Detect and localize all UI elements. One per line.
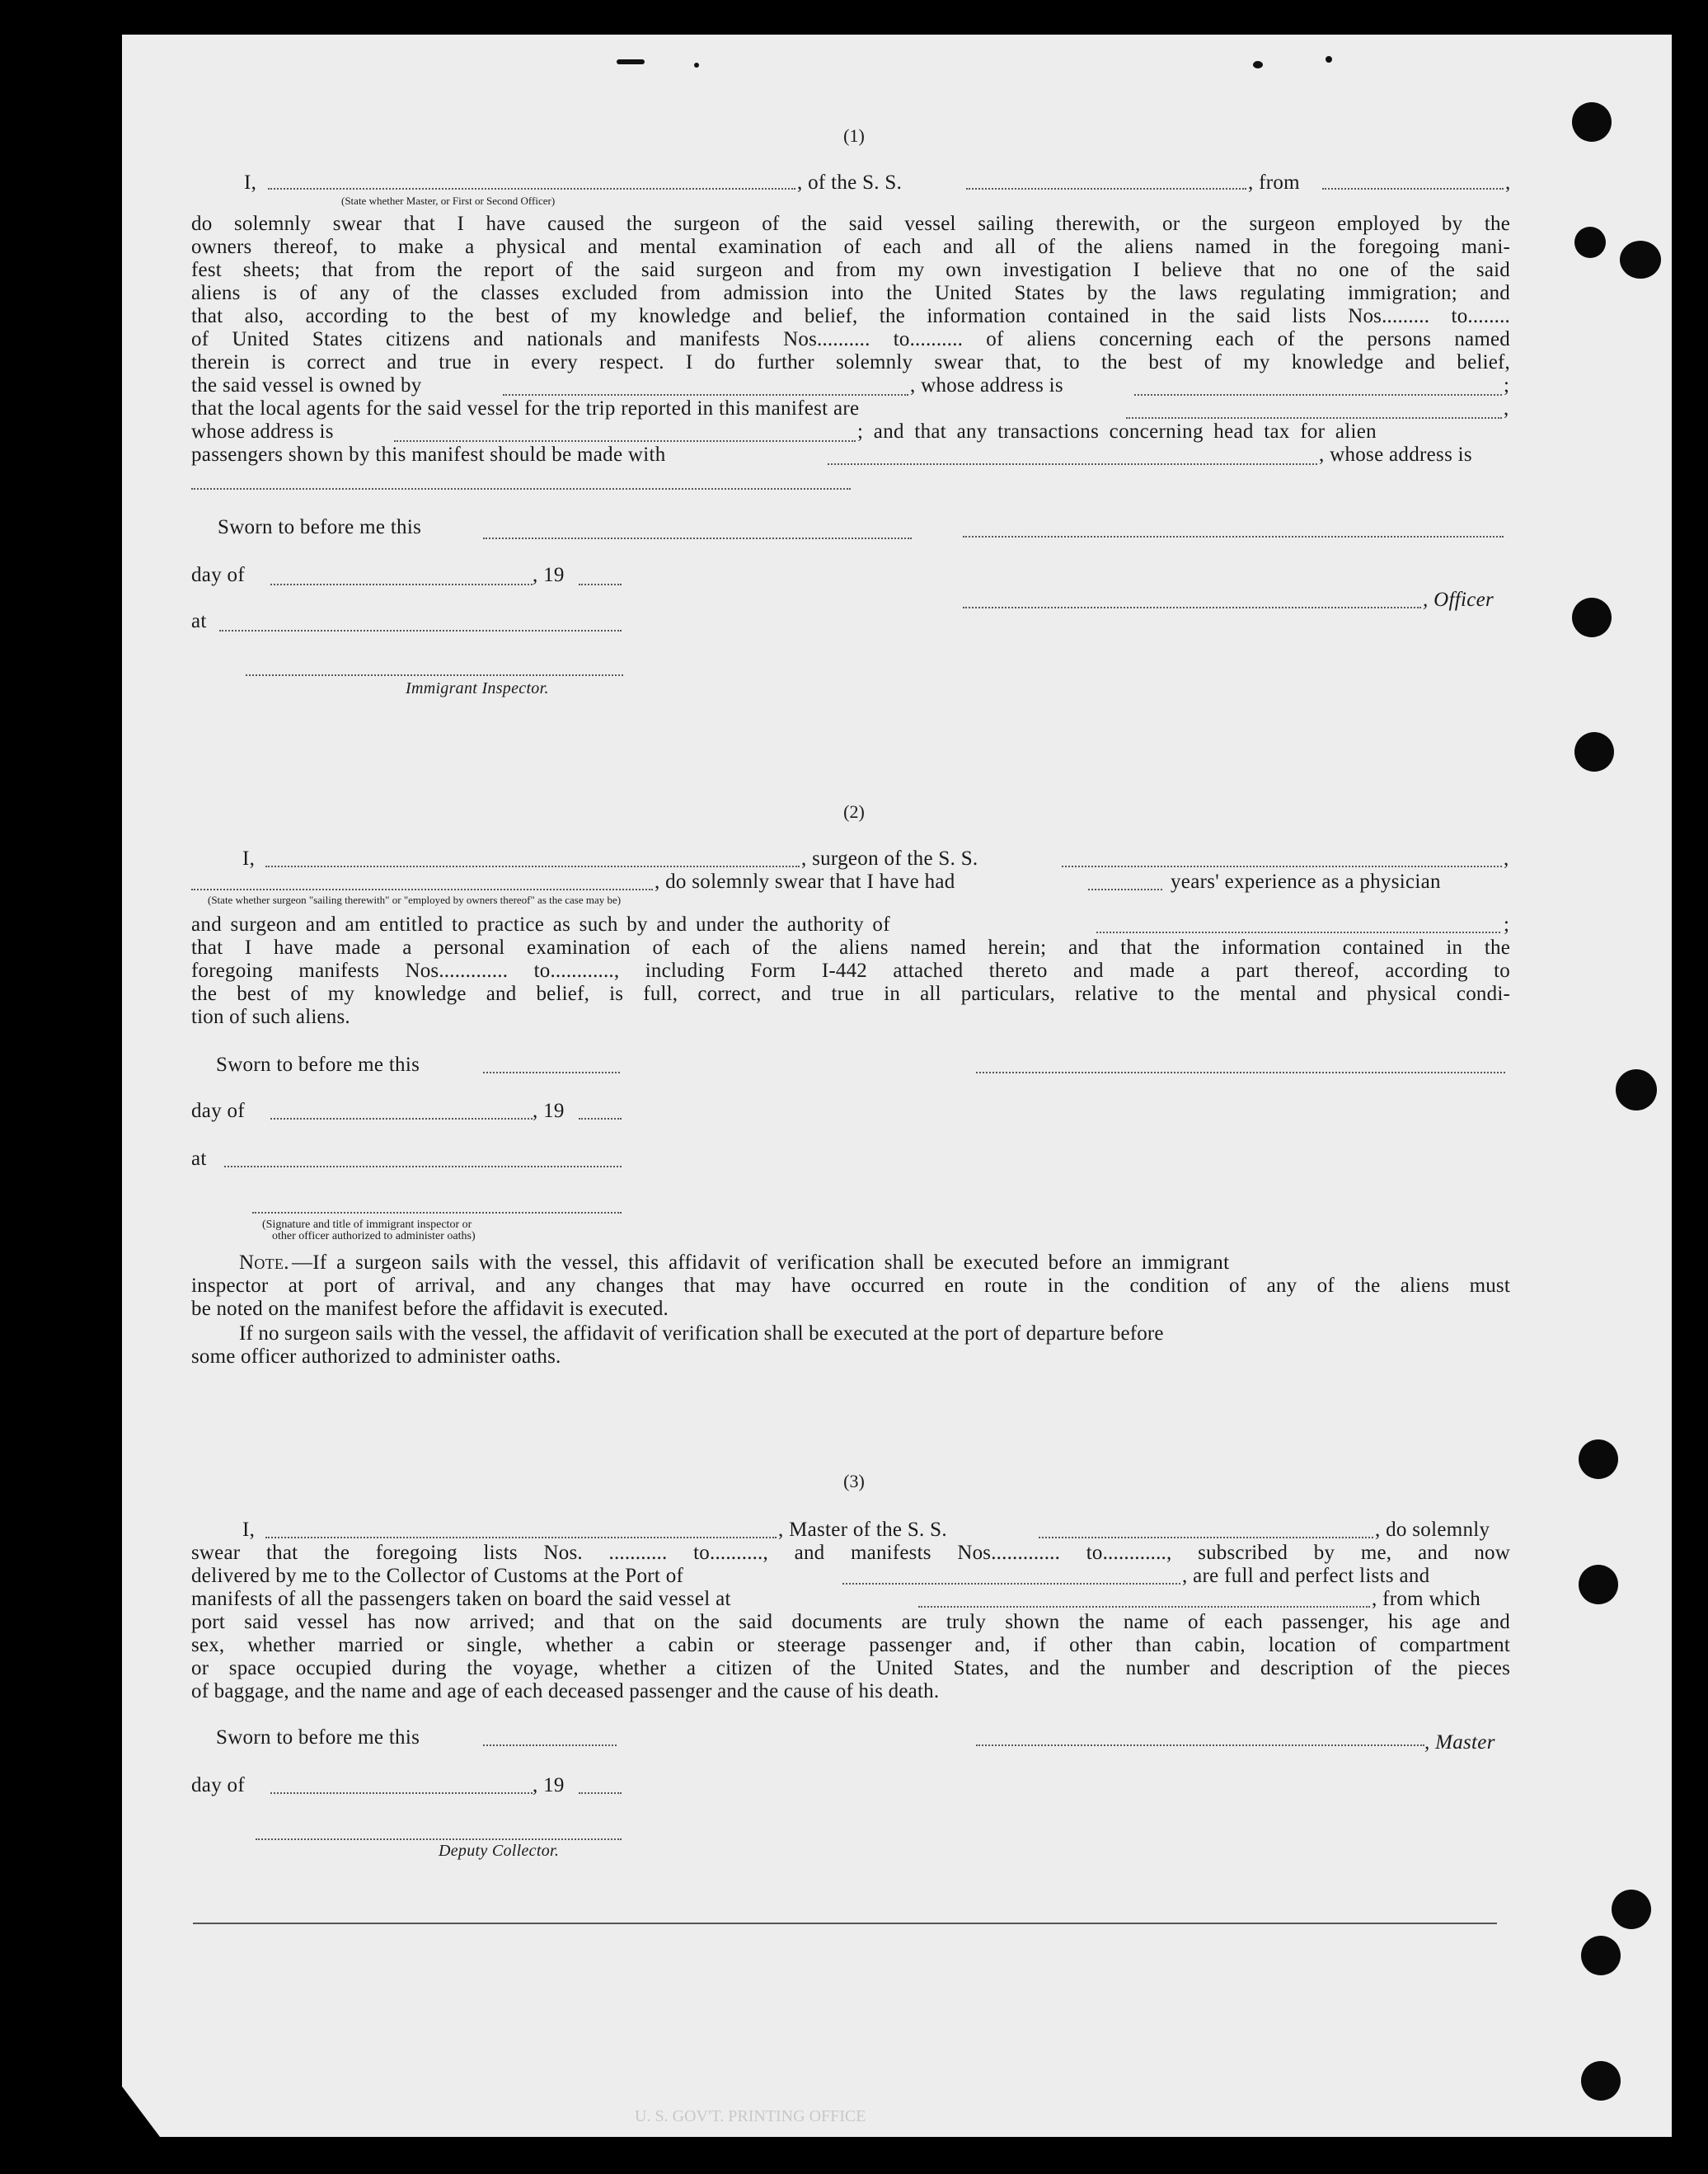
s3-deputy-sig-field[interactable] <box>256 1838 622 1840</box>
s1-headtax-address-field[interactable] <box>191 488 851 490</box>
punch-hole <box>1572 598 1612 637</box>
ink-speck <box>617 59 645 64</box>
s1-owner-end: ; <box>1504 374 1510 397</box>
s2-year: , 19 <box>533 1100 565 1122</box>
bottom-rule <box>193 1923 1497 1924</box>
s1-owner-address-field[interactable] <box>1134 394 1502 396</box>
punch-hole <box>1581 2061 1621 2101</box>
s2-sworn-field[interactable] <box>483 1072 620 1073</box>
punch-hole <box>1612 1890 1651 1929</box>
s1-from-field[interactable] <box>1322 188 1504 190</box>
s2-day-field[interactable] <box>270 1118 533 1120</box>
s2-sworn: Sworn to before me this <box>216 1054 420 1076</box>
punch-hole <box>1616 1069 1657 1110</box>
ink-speck <box>694 63 699 68</box>
s2-solemnly: , do solemnly swear that I have had <box>655 871 955 893</box>
s3-delivered: delivered by me to the Collector of Customs at the Port of <box>191 1565 684 1587</box>
s1-year-field[interactable] <box>579 584 622 585</box>
s3-manifests: manifests of all the passengers taken on board the said vessel at <box>191 1588 731 1610</box>
s2-authority-field[interactable] <box>1096 932 1500 933</box>
section-2-number: (2) <box>843 801 865 822</box>
s2-vessel-field[interactable] <box>1062 866 1502 867</box>
s1-agents-address-label: whose address is <box>191 420 334 443</box>
s1-master-field[interactable] <box>268 188 795 190</box>
s1-head-tax: ; and that any transactions concerning head tax for alien <box>857 420 1377 443</box>
s1-at-field[interactable] <box>219 630 622 632</box>
s2-para-line: that I have made a personal examination of each of the aliens named herein; and that the information contained in the <box>191 937 1510 959</box>
s1-year: , 19 <box>533 564 565 586</box>
s2-note-line: some officer authorized to administer oaths. <box>191 1345 561 1368</box>
s3-master-label: , Master <box>1424 1731 1495 1754</box>
s1-owner-address-label: , whose address is <box>910 374 1063 397</box>
s2-years-field[interactable] <box>1088 889 1162 890</box>
s1-day-field[interactable] <box>270 584 533 585</box>
s2-para-line: tion of such aliens. <box>191 1006 350 1028</box>
s2-sailing-note: (State whether surgeon "sailing therewith" or "employed by owners thereof" as the case may be) <box>208 894 622 906</box>
s3-para-line: or space occupied during the voyage, whether a citizen of the United States, and the number and description of the pieces <box>191 1657 1510 1679</box>
s2-line1-i: I, <box>242 848 256 870</box>
s3-para-line: of baggage, and the name and age of each deceased passenger and the cause of his death. <box>191 1680 940 1702</box>
s3-port-field[interactable] <box>842 1583 1180 1585</box>
s2-at: at <box>191 1148 207 1170</box>
s3-deputy-label: Deputy Collector. <box>439 1842 560 1860</box>
s2-line1-end: , <box>1504 848 1509 870</box>
punch-hole <box>1581 1936 1621 1975</box>
ink-speck <box>1326 56 1332 63</box>
s2-physician: years' experience as a physician <box>1171 871 1441 893</box>
s3-master-name-field[interactable] <box>265 1537 777 1538</box>
s3-dayof: day of <box>191 1774 245 1796</box>
s1-headtax-field[interactable] <box>828 463 1317 465</box>
s2-sailing-field[interactable] <box>191 889 653 890</box>
s1-agents-address-field[interactable] <box>394 440 856 442</box>
s1-para-line: aliens is of any of the classes excluded from admission into the United States by the laws regulating immigration; and <box>191 282 1510 304</box>
s2-dayof: day of <box>191 1100 245 1122</box>
s1-agents-end: , <box>1504 397 1509 420</box>
s1-dayof: day of <box>191 564 245 586</box>
s2-para-line: foregoing manifests Nos............. to............, including Form I-442 attached thereto and made a part thereof, according to <box>191 960 1510 982</box>
faint-footer-print: U. S. GOV'T. PRINTING OFFICE <box>635 2107 866 2125</box>
s2-inspector-sig-field[interactable] <box>252 1212 622 1214</box>
punch-hole <box>1574 227 1606 258</box>
s1-agents-field[interactable] <box>1126 417 1502 419</box>
s2-line1-ss: , surgeon of the S. S. <box>801 848 978 870</box>
s1-line1-from: , from <box>1248 171 1300 194</box>
s1-owner-field[interactable] <box>503 394 908 396</box>
s1-para-line: do solemnly swear that I have caused the surgeon of the said vessel sailing therewith, or the surgeon employed by the <box>191 213 1510 235</box>
s3-day-field[interactable] <box>270 1792 533 1794</box>
s1-owned-by: the said vessel is owned by <box>191 374 422 397</box>
s1-sworn-field[interactable] <box>483 538 912 539</box>
ink-speck <box>1253 61 1263 68</box>
s1-para-line: fest sheets; that from the report of the said surgeon and from my own investigation I believe that no one of the said <box>191 259 1510 281</box>
s3-year: , 19 <box>533 1774 565 1796</box>
s1-line1-i: I, <box>244 171 257 194</box>
s2-sig-note-2: other officer authorized to administer oaths) <box>272 1230 476 1242</box>
s3-sworn: Sworn to before me this <box>216 1726 420 1749</box>
s2-note-line: —If a surgeon sails with the vessel, this affidavit of verification shall be executed before an immigrant <box>292 1251 1230 1274</box>
s3-perfect-lists: , are full and perfect lists and <box>1182 1565 1430 1587</box>
s1-officer-field[interactable] <box>963 607 1421 608</box>
s1-passengers: passengers shown by this manifest should be made with <box>191 444 666 466</box>
s3-line1-i: I, <box>242 1519 256 1541</box>
s2-year-field[interactable] <box>579 1118 622 1120</box>
s2-at-field[interactable] <box>224 1166 622 1167</box>
s2-note-line: If no surgeon sails with the vessel, the affidavit of verification shall be executed at the port of departure before <box>239 1322 1164 1345</box>
s2-surgeon-name-field[interactable] <box>265 866 800 867</box>
s1-para-line: owners thereof, to make a physical and mental examination of each and all of the aliens named in the foregoing mani- <box>191 236 1510 258</box>
s1-local-agents: that the local agents for the said vessel for the trip reported in this manifest are <box>191 397 860 420</box>
s3-line1-end: , do solemnly <box>1375 1519 1490 1541</box>
s2-authority: and surgeon and am entitled to practice as such by and under the authority of <box>191 913 890 936</box>
s1-para-line: of United States citizens and nationals and manifests Nos.......... to.......... of aliens concerning each of the persons named <box>191 328 1510 350</box>
s2-para-line: the best of my knowledge and belief, is full, correct, and true in all particulars, relative to the mental and physical condi- <box>191 983 1510 1005</box>
s1-officer-label: , Officer <box>1423 589 1494 611</box>
s1-inspector-label: Immigrant Inspector. <box>406 679 549 697</box>
punch-hole <box>1579 1565 1618 1604</box>
s1-vessel-field[interactable] <box>966 188 1246 190</box>
s2-sig-note-1: (Signature and title of immigrant inspector or <box>262 1218 472 1231</box>
punch-hole <box>1574 732 1614 772</box>
s1-line1-ss: , of the S. S. <box>797 171 903 194</box>
s3-para-line: sex, whether married or single, whether a cabin or steerage passenger and, if other than cabin, location of compartment <box>191 1634 1510 1656</box>
s1-officer-sig-field[interactable] <box>963 536 1504 538</box>
s3-year-field[interactable] <box>579 1792 622 1794</box>
s2-note-line: inspector at port of arrival, and any changes that may have occurred en route in the condition of any of the aliens must <box>191 1275 1510 1297</box>
s3-para-line: swear that the foregoing lists Nos. ........... to.........., and manifests Nos............. to............, subscribed by me, and now <box>191 1542 1510 1564</box>
s1-line1-end: , <box>1505 171 1511 194</box>
s1-para-line: that also, according to the best of my knowledge and belief, the information contained in the said lists Nos......... to........ <box>191 305 1510 327</box>
s1-sworn: Sworn to before me this <box>218 516 422 538</box>
section-1-number: (1) <box>843 125 865 146</box>
s3-from-which: , from which <box>1372 1588 1481 1610</box>
s1-at: at <box>191 610 207 632</box>
s3-taken-at-field[interactable] <box>918 1606 1370 1608</box>
s3-sworn-field[interactable] <box>483 1744 617 1746</box>
s1-para-line: therein is correct and true in every respect. I do further solemnly swear that, to the best of my knowledge and belief, <box>191 351 1510 373</box>
s1-inspector-sig-field[interactable] <box>246 674 623 676</box>
s3-line1-ss: , Master of the S. S. <box>778 1519 947 1541</box>
s3-vessel-field[interactable] <box>1039 1537 1373 1538</box>
s2-note-line: be noted on the manifest before the affidavit is executed. <box>191 1298 669 1320</box>
s1-headtax-address-label: , whose address is <box>1319 444 1472 466</box>
s1-master-note: (State whether Master, or First or Second Officer) <box>341 195 556 207</box>
s2-surgeon-sig-field[interactable] <box>976 1072 1505 1073</box>
punch-hole <box>1620 241 1661 279</box>
s2-note-label: Note. <box>239 1251 289 1274</box>
s3-master-sig-field[interactable] <box>976 1744 1424 1746</box>
section-3-number: (3) <box>843 1471 865 1491</box>
s3-para-line: port said vessel has now arrived; and that on the said documents are truly shown the name of each passenger, his age and <box>191 1611 1510 1633</box>
s2-authority-end: ; <box>1504 913 1510 936</box>
